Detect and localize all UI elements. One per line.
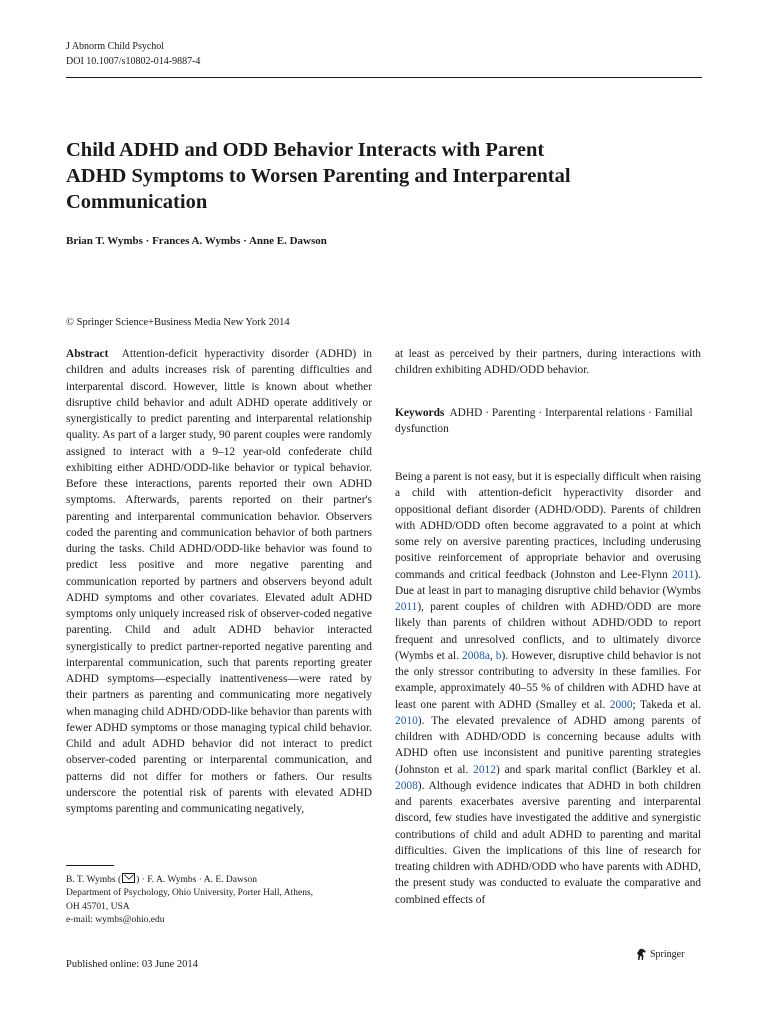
intro-text: ). The elevated prevalence of ADHD among parents of children with ADHD/ODD is concerning because adults with ADHD often use inconsistent and punitive parenting strategies (Johnston et al. bbox=[395, 714, 701, 776]
keywords-label: Keywords bbox=[395, 406, 445, 419]
keywords-text: ADHD · Parenting · Interparental relations · Familial dysfunction bbox=[395, 406, 693, 435]
footnote-coauthors: ) · F. A. Wymbs · A. E. Dawson bbox=[136, 875, 258, 885]
springer-wordmark: Springer bbox=[650, 949, 685, 960]
footnote-rule bbox=[66, 865, 114, 866]
intro-text: ; Takeda et al. bbox=[632, 698, 702, 711]
introduction-paragraph bbox=[395, 469, 701, 908]
article-title bbox=[66, 137, 666, 215]
title-line: Communication bbox=[66, 191, 208, 213]
copyright-notice: © Springer Science+Business Media New York 2014 bbox=[66, 317, 290, 328]
citation-link[interactable]: 2011 bbox=[395, 601, 418, 613]
abstract-label: Abstract bbox=[66, 348, 109, 360]
citation-link[interactable]: 2011 bbox=[671, 568, 695, 581]
citation-link[interactable]: 2012 bbox=[473, 763, 496, 776]
journal-name: J Abnorm Child Psychol bbox=[66, 41, 165, 52]
citation-link[interactable]: 2008a bbox=[462, 649, 490, 662]
footnote-authors bbox=[66, 873, 313, 887]
author-footnote bbox=[66, 873, 313, 927]
footnote-author-name: B. T. Wymbs ( bbox=[66, 875, 122, 885]
intro-text: , bbox=[489, 649, 496, 662]
footnote-department: Department of Psychology, Ohio University, Porter Hall, Athens, bbox=[66, 888, 314, 899]
abstract-text: Attention-deficit hyperactivity disorder (ADHD) in children and adults increases risk of parenting difficulties and interparental discord. However, little is known about whether disruptive child behavior and adult ADHD operate additively or synergistically to predict parenting and interparental relationship quality. As part of a larger study, 90 parent couples were randomly assigned to interact with a 9–12 year-old confederate child exhibiting either ADHD/ODD-like behavior or typical behavior. Before these interactions, parents reported their own ADHD symptoms. Afterwards, parents reported on their partner's parenting and interparental communication behavior. Observers coded the parenting and communication behavior of both partners during the tasks. Child ADHD/ODD-like behavior was found to predict less positive and more negative parenting and communication reported by partners and observers beyond adult ADHD symptoms and other covariates. Elevated adult ADHD symptoms only uniquely increased risk of observer-coded negative parenting. Child and adult ADHD behavior interacted synergistically to predict partner-reported negative parenting and interparental communication, such that parents reporting greater ADHD symptoms—especially inattentiveness—were rated by their partners as parenting and communicating more negatively when managing child ADHD/ODD-like behavior than parents with fewer ADHD symptoms or those managing typical child behavior. Child and adult ADHD behavior did not interact to predict observer-coded parenting or interparental communication, and patterns did not differ for mothers or fathers. Our results underscore the potential risk of parents with elevated ADHD symptoms parenting and communicating negatively, bbox=[66, 348, 372, 815]
left-column bbox=[66, 346, 372, 817]
springer-logo bbox=[636, 948, 684, 961]
intro-text: ). Due at least in part to managing disruptive child behavior (Wymbs bbox=[395, 568, 701, 597]
footnote-email[interactable]: e-mail: wymbs@ohio.edu bbox=[66, 914, 165, 925]
abstract-continuation: at least as perceived by their partners, during interactions with children exhibiting ADHD/ODD behavior. bbox=[395, 348, 701, 377]
right-column bbox=[395, 346, 701, 908]
citation-link[interactable]: 2000 bbox=[609, 698, 633, 711]
envelope-icon[interactable] bbox=[122, 873, 135, 883]
citation-link[interactable]: 2010 bbox=[395, 714, 418, 727]
intro-text: ) and spark marital conflict (Barkley et al. bbox=[495, 763, 701, 776]
springer-horse-icon bbox=[636, 948, 647, 961]
intro-text: ). Although evidence indicates that ADHD in both children and parents exacerbates aversive parenting and interparental discord, few studies have investigated the additive and synergistic contributions of child and adult ADHD to parenting and marital difficulties. Given the implications of this line of research for treating children with ADHD/ODD who have parents with ADHD, the present study was conducted to evaluate the comparative and combined effects of bbox=[395, 779, 701, 906]
author-list: Brian T. Wymbs · Frances A. Wymbs · Anne E. Dawson bbox=[66, 235, 327, 247]
keywords bbox=[395, 405, 701, 438]
citation-link[interactable]: b bbox=[495, 649, 502, 662]
doi: DOI 10.1007/s10802-014-9887-4 bbox=[66, 56, 201, 67]
intro-text: ). However, disruptive child behavior is not the only stressor contributing to adversity in these families. For example, approximately 40–55 % of children with ADHD have at least one parent with ADHD (Smalley et al. bbox=[395, 649, 702, 711]
footnote-city: OH 45701, USA bbox=[66, 901, 130, 912]
intro-text: ), parent couples of children with ADHD/ODD are more likely than parents of children without ADHD/ODD to report frequent and unresolved conflicts, and to ultimately divorce (Wymbs et al. bbox=[395, 601, 701, 662]
header-rule bbox=[66, 77, 702, 78]
title-line: Child ADHD and ODD Behavior Interacts with Parent bbox=[66, 139, 545, 161]
published-date: Published online: 03 June 2014 bbox=[66, 959, 198, 970]
title-line: ADHD Symptoms to Worsen Parenting and Interparental bbox=[66, 165, 571, 187]
citation-link[interactable]: 2008 bbox=[395, 779, 418, 792]
abstract bbox=[66, 346, 372, 817]
intro-text: Being a parent is not easy, but it is especially difficult when raising a child with attention-deficit hyperactivity disorder and oppositional defiant disorder (ADHD/ODD). Parents of children with ADHD/ODD often become aggravated to a point at which some rely on aversive parenting practices, including underusing positive reinforcement of appropriate behavior and overusing commands and critical feedback (Johnston and Lee-Flynn bbox=[395, 471, 701, 581]
